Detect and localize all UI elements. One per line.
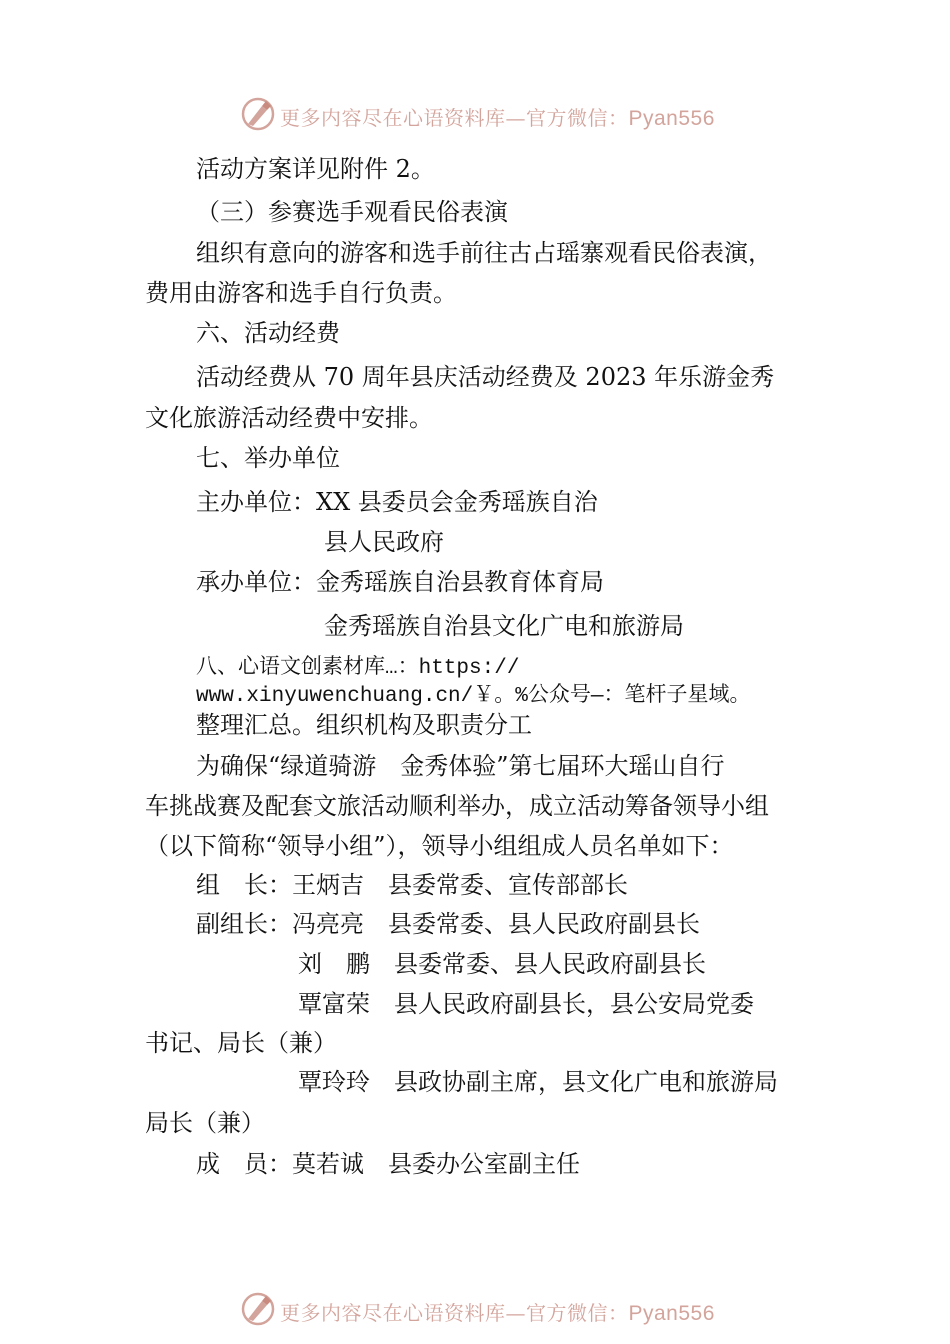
text-line-15: 整理汇总。组织机构及职责分工 [196,711,532,739]
deputy-leader-line-3-cont: 书记、局长（兼） [145,1029,337,1057]
deputy-leader-line-4: 覃玲玲 县政协副主席，县文化广电和旅游局 [298,1068,778,1096]
watermark-text: 更多内容尽在心语资料库—官方微信：Pyan556 [280,106,715,130]
section-heading-3: （三）参赛选手观看民俗表演 [196,198,508,226]
text-line-18: （以下简称“领导小组”），领导小组组成人员名单如下： [145,832,734,860]
organizer-unit-line: 承办单位：金秀瑶族自治县教育体育局 [196,568,604,596]
deputy-leader-line-1: 副组长：冯亮亮 县委常委、县人民政府副县长 [196,910,700,938]
text-line-16: 为确保“绿道骑游 金秀体验”第七届环大瑶山自行 [196,752,725,780]
leader-line: 组 长：王炳吉 县委常委、宣传部部长 [196,871,628,899]
text-line-7: 文化旅游活动经费中安排。 [145,404,433,432]
organizer-unit-line-2: 金秀瑶族自治县文化广电和旅游局 [324,612,684,640]
section-heading-7: 七、举办单位 [196,444,340,472]
deputy-leader-line-2: 刘 鹏 县委常委、县人民政府副县长 [298,950,706,978]
pen-nib-logo-icon [240,96,276,132]
pen-nib-logo-icon [240,1291,276,1327]
header-watermark [0,94,950,134]
text-line-1: 活动方案详见附件 2。 [196,155,435,183]
deputy-leader-line-4-cont: 局长（兼） [145,1109,265,1137]
footer-watermark [0,1289,950,1329]
watermark-text: 更多内容尽在心语资料库—官方微信：Pyan556 [280,1301,715,1325]
host-unit-line: 主办单位：XX 县委员会金秀瑶族自治 [196,488,598,516]
text-line-3: 组织有意向的游客和选手前往古占瑶寨观看民俗表演， [196,239,772,267]
url-line: www.xinyuwenchuang.cn/￥。%公众号—：笔杆子星域。 [196,685,751,708]
text-line-6: 活动经费从 70 周年县庆活动经费及 2023 年乐游金秀 [196,363,775,391]
section-heading-6: 六、活动经费 [196,319,340,347]
text-line-17: 车挑战赛及配套文旅活动顺利举办，成立活动筹备领导小组 [145,792,769,820]
section-heading-8: 八、心语文创素材库…：https:// [196,657,520,680]
text-line-4: 费用由游客和选手自行负责。 [145,279,457,307]
member-line: 成 员：莫若诚 县委办公室副主任 [196,1150,580,1178]
deputy-leader-line-3: 覃富荣 县人民政府副县长，县公安局党委 [298,990,754,1018]
host-unit-line-2: 县人民政府 [324,528,444,556]
